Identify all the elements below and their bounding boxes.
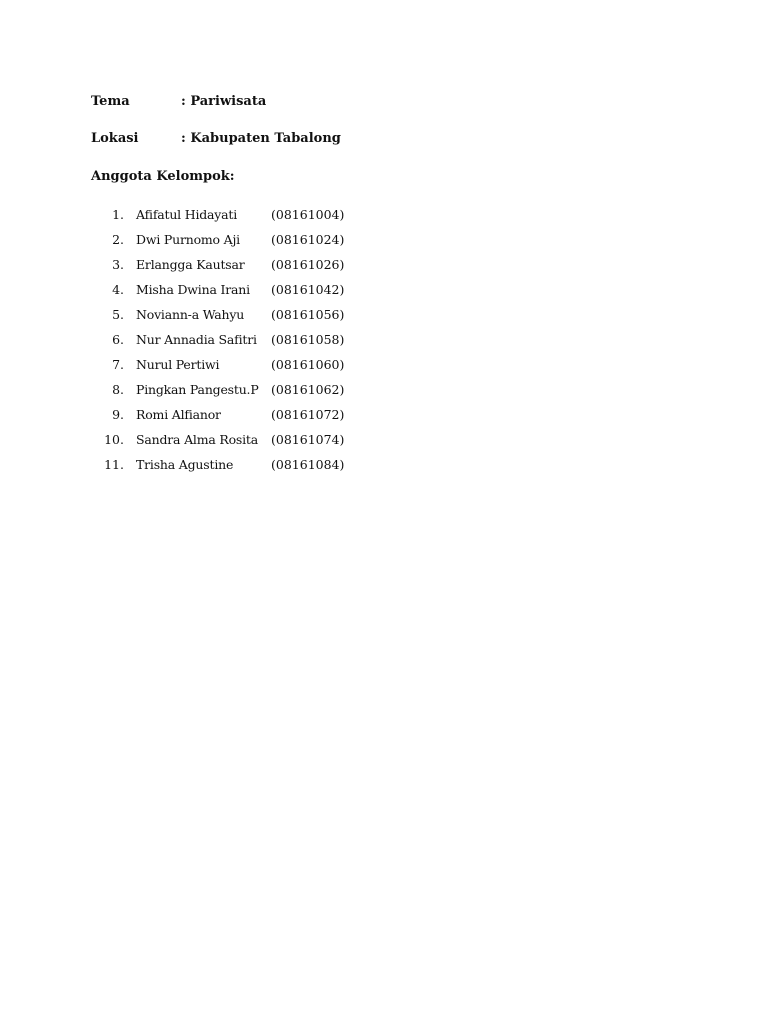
member-number: 10. [104,432,124,447]
member-name: Dwi Purnomo Aji [136,232,240,247]
list-item [0,230,768,255]
member-name: Erlangga Kautsar [136,257,245,272]
member-nim: (08161042) [271,282,345,297]
member-number: 9. [112,407,124,422]
list-item [0,255,768,280]
list-item [0,430,768,455]
list-item [0,405,768,430]
member-name: Afifatul Hidayati [136,207,238,222]
list-item [0,355,768,380]
member-number: 4. [112,282,124,297]
list-item [0,305,768,330]
member-name: Pingkan Pangestu.P [136,382,259,397]
list-item [0,455,768,480]
list-item [0,330,768,355]
member-nim: (08161084) [271,457,345,472]
member-name: Noviann-a Wahyu [136,307,245,322]
member-name: Trisha Agustine [136,457,234,472]
member-number: 7. [112,357,124,372]
field-lokasi-value: : Kabupaten Tabalong [181,131,341,146]
list-item [0,205,768,230]
field-tema-value: : Pariwisata [181,94,267,109]
field-lokasi-label: Lokasi [91,131,139,146]
member-name: Misha Dwina Irani [136,282,250,297]
field-tema-label: Tema [91,94,130,109]
member-name: Romi Alfianor [136,407,221,422]
member-number: 1. [112,207,124,222]
member-name: Nur Annadia Safitri [136,332,257,347]
member-nim: (08161062) [271,382,345,397]
member-nim: (08161056) [271,307,345,322]
member-number: 6. [112,332,124,347]
field-anggota-label: Anggota Kelompok: [91,169,235,184]
member-number: 11. [104,457,124,472]
member-nim: (08161058) [271,332,345,347]
member-nim: (08161026) [271,257,345,272]
member-number: 2. [112,232,124,247]
member-number: 5. [112,307,124,322]
member-nim: (08161074) [271,432,345,447]
list-item [0,380,768,405]
member-name: Sandra Alma Rosita [136,432,258,447]
list-item [0,280,768,305]
member-list [0,205,768,480]
member-number: 8. [112,382,124,397]
member-nim: (08161060) [271,357,345,372]
member-nim: (08161072) [271,407,345,422]
member-number: 3. [112,257,124,272]
member-name: Nurul Pertiwi [136,357,220,372]
member-nim: (08161004) [271,207,345,222]
member-nim: (08161024) [271,232,345,247]
